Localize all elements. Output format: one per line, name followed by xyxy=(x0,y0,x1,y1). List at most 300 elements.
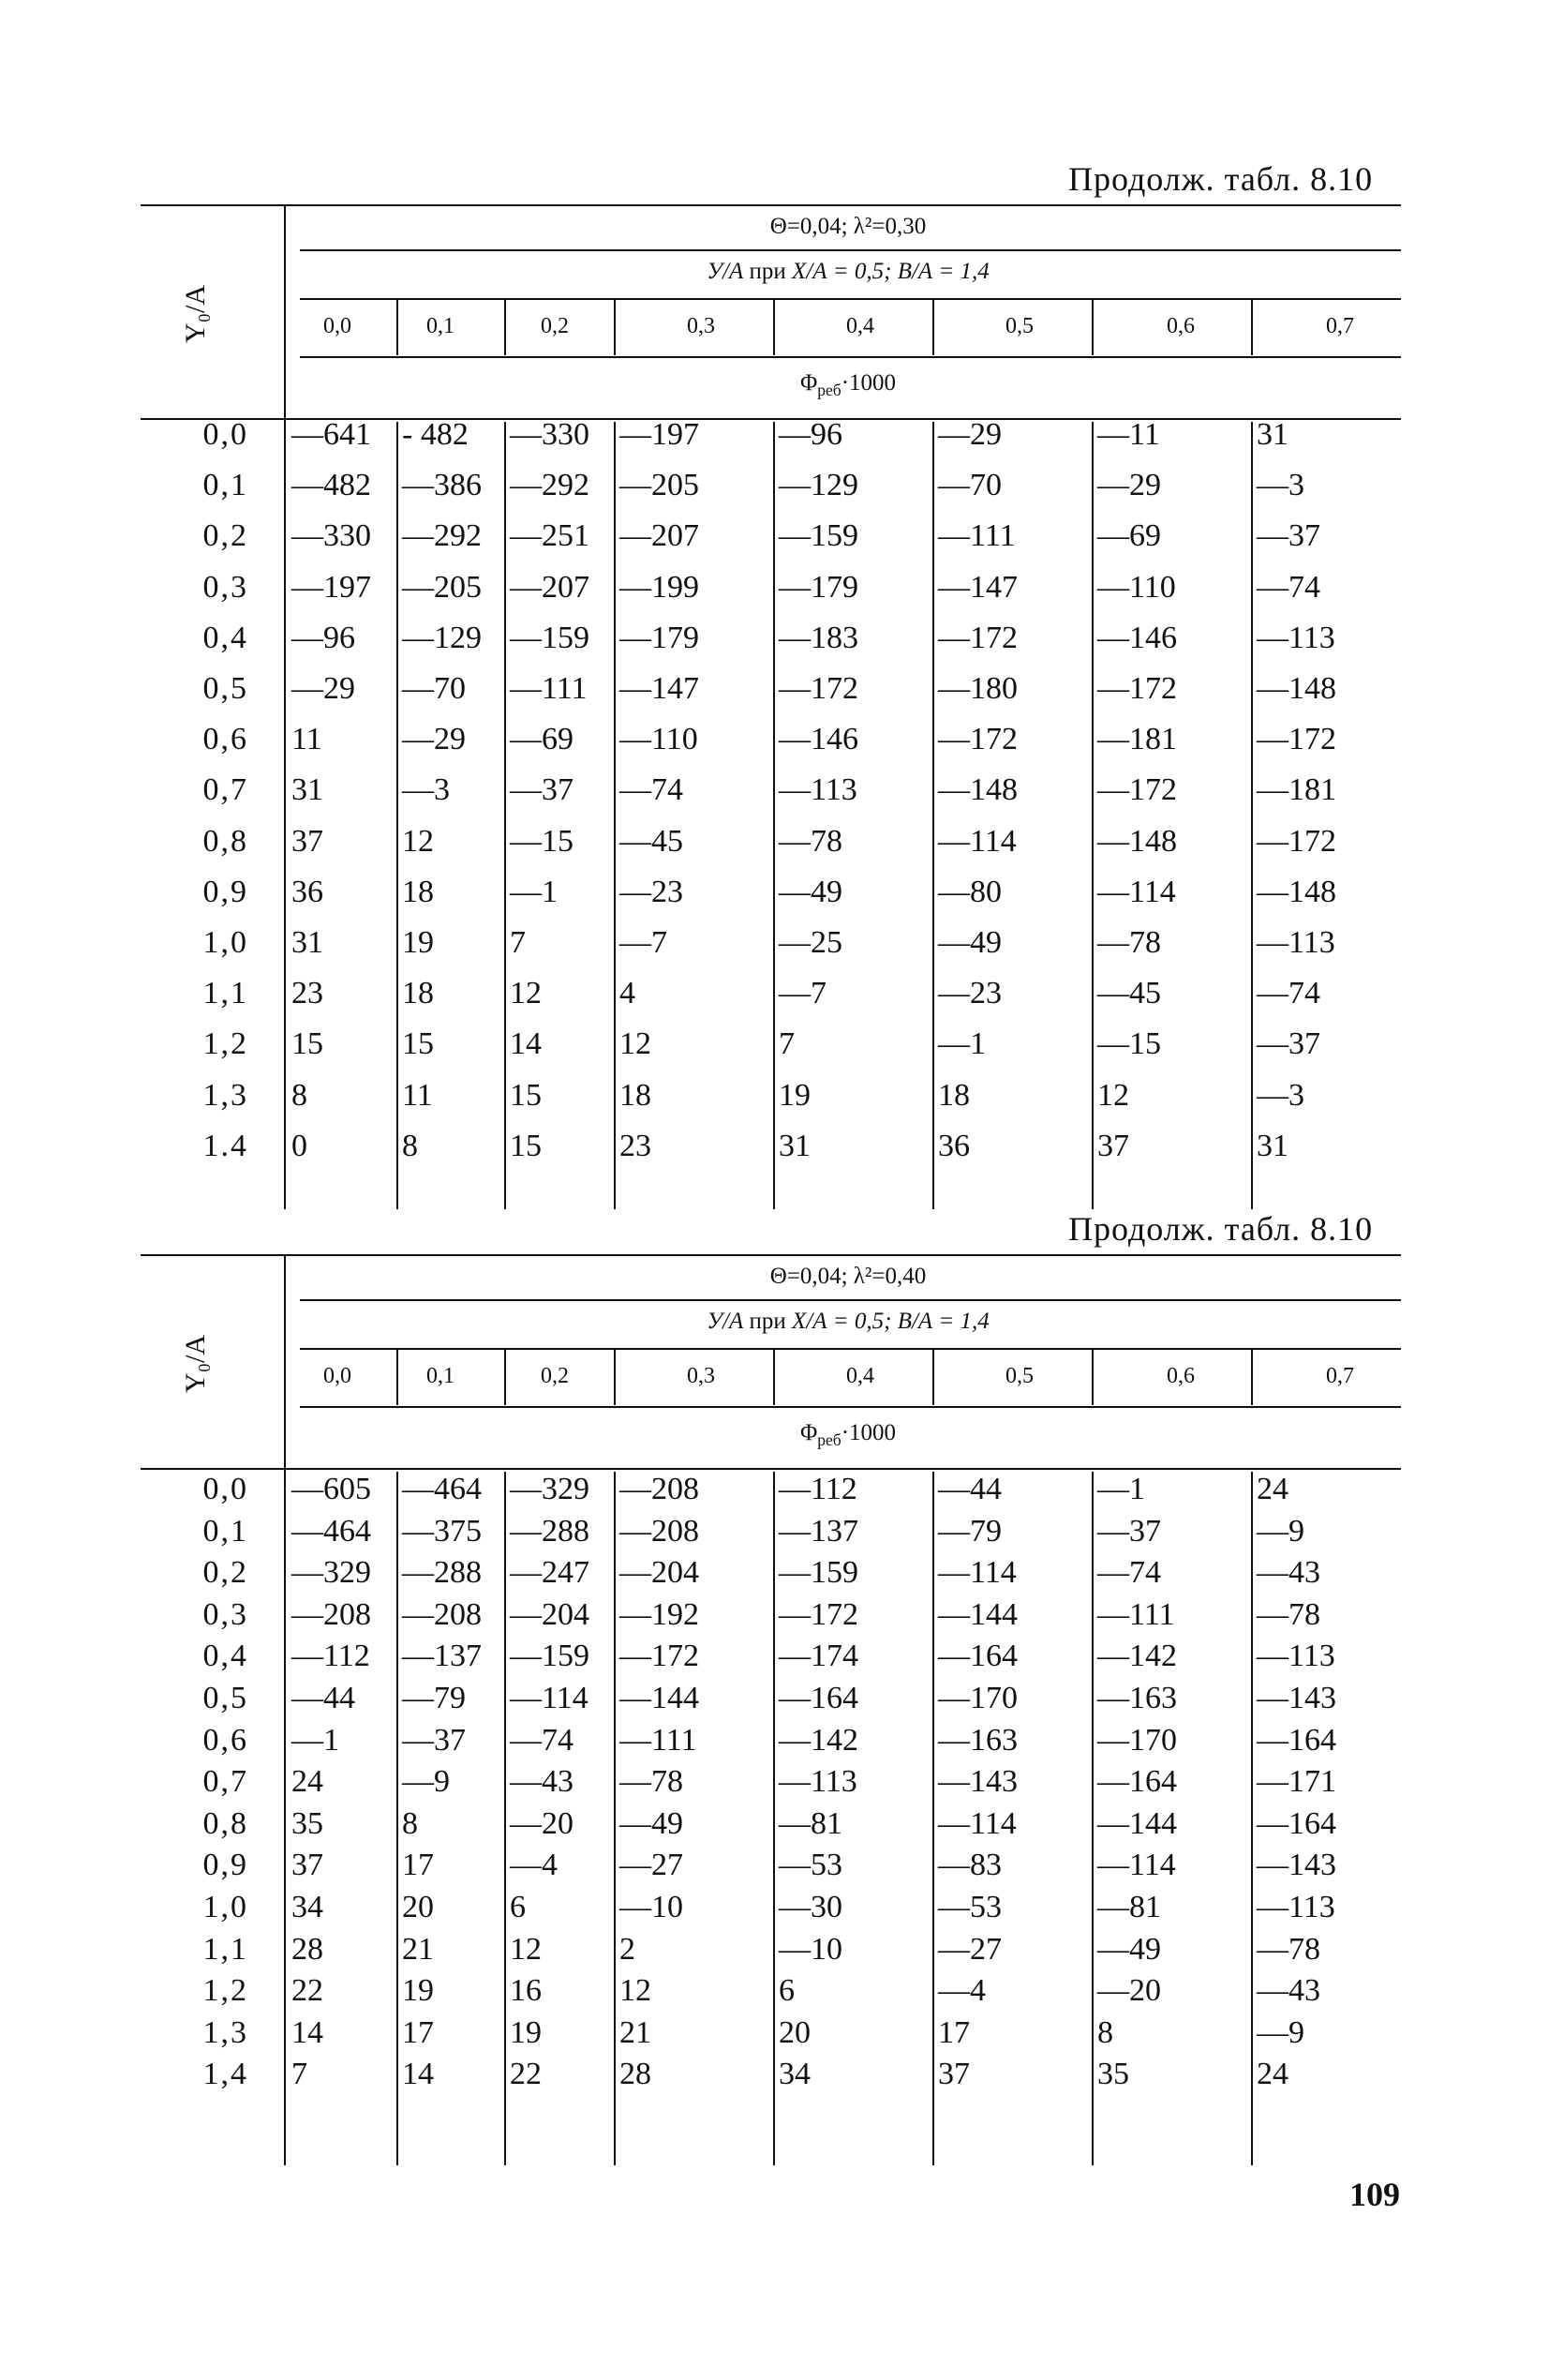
table-top-rule xyxy=(141,1254,1401,1256)
table-cell: —180 xyxy=(938,671,1018,706)
table-cell: —70 xyxy=(938,468,1002,503)
table-cell: —27 xyxy=(938,1931,1002,1967)
table-cell: 37 xyxy=(291,1848,323,1883)
table-cell: —197 xyxy=(291,569,371,605)
table-cell: —4 xyxy=(510,1848,558,1883)
table-cell: 14 xyxy=(402,2057,434,2092)
x-value-header: 0,0 xyxy=(323,1364,351,1388)
table-cell: —74 xyxy=(1257,569,1320,605)
table-cell: —174 xyxy=(779,1639,858,1674)
table-cell: —207 xyxy=(619,518,699,554)
table-cell: —9 xyxy=(1257,1513,1304,1549)
table-cell: 31 xyxy=(291,925,323,960)
table-cell: —208 xyxy=(619,1472,699,1506)
x-value-header: 0,5 xyxy=(1005,314,1034,338)
table-cell: —74 xyxy=(1257,976,1320,1011)
table-cell: —163 xyxy=(938,1722,1018,1758)
table-cell: 37 xyxy=(291,823,323,859)
table-cell: —113 xyxy=(1257,1639,1335,1674)
phi-multiplier: ·1000 xyxy=(841,1420,897,1445)
table-cell: 20 xyxy=(779,2014,811,2050)
table-cell: 31 xyxy=(779,1128,811,1163)
table-cell: 36 xyxy=(291,874,323,909)
table-cell: —329 xyxy=(291,1555,371,1591)
table-cell: 7 xyxy=(510,925,526,960)
table-cell: —111 xyxy=(1097,1596,1175,1632)
table-cell: 7 xyxy=(291,2057,307,2092)
table-cell: —1 xyxy=(291,1722,339,1758)
phi-multiplier: ·1000 xyxy=(841,370,897,396)
table-cell: —181 xyxy=(1257,772,1336,808)
table-cell: 31 xyxy=(1257,1128,1288,1163)
table-cell: —251 xyxy=(510,518,589,554)
x-value-header: 0,7 xyxy=(1326,1364,1354,1388)
table-cell: —1 xyxy=(510,874,558,909)
table-cell: —3 xyxy=(402,772,450,808)
row-y-label: 0,3 xyxy=(202,569,248,605)
table-cell: —81 xyxy=(1097,1890,1161,1924)
row-y-label: 0,4 xyxy=(202,620,248,655)
table-cell: —49 xyxy=(779,874,842,909)
table-cell: —113 xyxy=(1257,620,1335,655)
table-cell: —114 xyxy=(938,1555,1017,1591)
table-cell: —205 xyxy=(402,569,482,605)
header-col-divider xyxy=(396,1349,398,1405)
x-value-header: 0,6 xyxy=(1167,1364,1195,1388)
page-number: 109 xyxy=(1349,2176,1400,2213)
table-cell: —197 xyxy=(619,417,699,452)
table-cell: —192 xyxy=(619,1596,699,1632)
table-cell: —208 xyxy=(402,1596,482,1632)
table-cell: 37 xyxy=(1097,1128,1129,1163)
header-col-divider xyxy=(614,1349,616,1405)
table-cell: —10 xyxy=(619,1890,683,1924)
table-cell: —81 xyxy=(779,1805,842,1841)
table-cell: —172 xyxy=(1097,772,1177,808)
table-cell: —172 xyxy=(779,1596,858,1632)
table-cell: 24 xyxy=(1257,1472,1288,1506)
table-cell: —37 xyxy=(1257,1026,1320,1062)
table-cell: —464 xyxy=(402,1472,482,1506)
table-cell: —78 xyxy=(1257,1596,1320,1632)
row-y-label: 0,1 xyxy=(202,468,248,503)
table-cell: —53 xyxy=(779,1848,842,1883)
x-value-header: 0,0 xyxy=(323,314,351,338)
x-value-header: 0,1 xyxy=(426,314,454,338)
table-cell: —112 xyxy=(291,1639,370,1674)
table-cell: 12 xyxy=(402,823,434,859)
phi-subscript: реб xyxy=(817,381,842,399)
header-rule-3 xyxy=(300,1406,1401,1408)
phi-symbol: Φ xyxy=(799,1420,818,1445)
table-caption: Продолж. табл. 8.10 xyxy=(1068,160,1374,198)
table-cell: 6 xyxy=(779,1973,795,2009)
ratio-y-over-a: У/А xyxy=(707,1309,744,1334)
table-cell: 34 xyxy=(291,1890,323,1924)
table-cell: —79 xyxy=(938,1513,1002,1549)
header-col-divider xyxy=(932,1349,934,1405)
table-cell: —113 xyxy=(779,772,857,808)
table-cell: 21 xyxy=(402,1931,434,1967)
table-cell: 31 xyxy=(291,772,323,808)
header-col-divider xyxy=(1092,299,1094,355)
body-col-divider xyxy=(614,1472,616,2165)
table-cell: —3 xyxy=(1257,1077,1304,1113)
row-y-label: 1,1 xyxy=(202,1931,248,1967)
table-cell: 2 xyxy=(619,1931,635,1967)
table-cell: 15 xyxy=(291,1026,323,1062)
header-rule-2 xyxy=(300,298,1401,300)
ratio-x-b-values: Х/А = 0,5; В/А = 1,4 xyxy=(792,1309,990,1334)
table-cell: —45 xyxy=(1097,976,1161,1011)
table-cell: 37 xyxy=(938,2057,970,2092)
table-cell: —113 xyxy=(1257,925,1335,960)
table-cell: —29 xyxy=(938,417,1002,452)
table-cell: —49 xyxy=(619,1805,683,1841)
table-cell: 7 xyxy=(779,1026,795,1062)
phi-subscript: реб xyxy=(817,1430,842,1449)
table-cell: —37 xyxy=(1257,518,1320,554)
table-cell: —147 xyxy=(619,671,699,706)
row-y-label: 0,2 xyxy=(202,518,248,554)
x-value-header: 0,1 xyxy=(426,1364,454,1388)
x-value-header: 0,2 xyxy=(541,1364,569,1388)
table-cell: 8 xyxy=(402,1128,418,1163)
row-y-label: 1.4 xyxy=(202,1128,248,1163)
header-rule-2 xyxy=(300,1348,1401,1350)
body-col-divider xyxy=(1251,1472,1253,2165)
table-cell: —53 xyxy=(938,1890,1002,1924)
table-cell: 12 xyxy=(619,1026,651,1062)
body-col-divider xyxy=(614,422,616,1209)
row-y-label: 0,5 xyxy=(202,671,248,706)
x-value-header: 0,6 xyxy=(1167,314,1195,338)
table-cell: —23 xyxy=(619,874,683,909)
table-cell: —164 xyxy=(1257,1722,1336,1758)
table-cell: 22 xyxy=(291,1973,323,2009)
table-cell: —96 xyxy=(291,620,355,655)
row-y-label: 1,3 xyxy=(202,1077,248,1113)
table-cell: —49 xyxy=(938,925,1002,960)
table-cell: —80 xyxy=(938,874,1002,909)
table-cell: 14 xyxy=(291,2014,323,2050)
table-cell: —1 xyxy=(1097,1472,1145,1506)
table-cell: - 482 xyxy=(402,417,469,452)
table-cell: —37 xyxy=(402,1722,466,1758)
header-col-divider xyxy=(773,1349,775,1405)
header-col-divider xyxy=(1251,299,1253,355)
table-cell: —330 xyxy=(291,518,371,554)
table-cell: —292 xyxy=(510,468,589,503)
table-cell: 34 xyxy=(779,2057,811,2092)
table-cell: —113 xyxy=(1257,1890,1335,1924)
body-col-divider xyxy=(396,422,398,1209)
table-cell: 22 xyxy=(510,2057,542,2092)
table-cell: —114 xyxy=(510,1681,588,1715)
row-y-label: 1,0 xyxy=(202,925,248,960)
table-cell: —170 xyxy=(938,1681,1018,1715)
table-cell: —25 xyxy=(779,925,842,960)
x-value-header: 0,3 xyxy=(687,1364,715,1388)
header-col-divider xyxy=(614,299,616,355)
table-cell: 18 xyxy=(938,1077,970,1113)
header-rule-1 xyxy=(300,1299,1401,1301)
row-y-label: 0,4 xyxy=(202,1639,248,1674)
x-value-header: 0,2 xyxy=(541,314,569,338)
row-y-label: 1,2 xyxy=(202,1973,248,2009)
table-cell: —164 xyxy=(1097,1764,1177,1800)
table-cell: —146 xyxy=(779,722,858,757)
table-cell: —144 xyxy=(1097,1805,1177,1841)
table-cell: —159 xyxy=(779,518,858,554)
table-cell: —15 xyxy=(1097,1026,1161,1062)
table-cell: —111 xyxy=(938,518,1016,554)
table-cell: 19 xyxy=(510,2014,542,2050)
table-cell: 16 xyxy=(510,1973,542,2009)
param-line: Θ=0,04; λ²=0,40 xyxy=(769,1264,927,1289)
table-cell: —329 xyxy=(510,1472,589,1506)
table-cell: —20 xyxy=(510,1805,573,1841)
table-cell: —27 xyxy=(619,1848,683,1883)
header-bottom-rule xyxy=(141,1468,1401,1470)
table-cell: —147 xyxy=(938,569,1018,605)
table-cell: —148 xyxy=(1257,874,1336,909)
table-cell: —4 xyxy=(938,1973,986,2009)
table-cell: 19 xyxy=(402,925,434,960)
table-cell: —114 xyxy=(938,823,1017,859)
table-cell: 17 xyxy=(402,1848,434,1883)
table-cell: —74 xyxy=(1097,1555,1161,1591)
table-cell: —641 xyxy=(291,417,371,452)
table-cell: —7 xyxy=(619,925,667,960)
table-cell: —78 xyxy=(1097,925,1161,960)
table-cell: 18 xyxy=(402,976,434,1011)
table-cell: 35 xyxy=(1097,2057,1129,2092)
table-cell: 20 xyxy=(402,1890,434,1924)
table-cell: 19 xyxy=(402,1973,434,2009)
row-y-label: 0,8 xyxy=(202,823,248,859)
table-cell: —208 xyxy=(619,1513,699,1549)
table-cell: —20 xyxy=(1097,1973,1161,2009)
header-rule-1 xyxy=(300,249,1401,251)
row-axis-label: Y₀/A xyxy=(180,1334,212,1394)
table-cell: —69 xyxy=(1097,518,1161,554)
table-cell: —44 xyxy=(938,1472,1002,1506)
table-cell: 12 xyxy=(1097,1077,1129,1113)
table-cell: —292 xyxy=(402,518,482,554)
table-cell: 17 xyxy=(402,2014,434,2050)
row-y-label: 1,0 xyxy=(202,1890,248,1924)
row-y-label: 0,3 xyxy=(202,1596,248,1632)
table-cell: —170 xyxy=(1097,1722,1177,1758)
row-y-label: 0,7 xyxy=(202,772,248,808)
table-cell: —23 xyxy=(938,976,1002,1011)
row-y-label: 1,2 xyxy=(202,1026,248,1062)
table-caption: Продолж. табл. 8.10 xyxy=(1068,1210,1374,1248)
table-cell: —11 xyxy=(1097,417,1160,452)
ratio-line xyxy=(707,1309,990,1335)
table-cell: 18 xyxy=(402,874,434,909)
table-cell: 12 xyxy=(510,976,542,1011)
table-cell: 14 xyxy=(510,1026,542,1062)
table-cell: —1 xyxy=(938,1026,986,1062)
table-cell: —183 xyxy=(779,620,858,655)
table-cell: —78 xyxy=(779,823,842,859)
table-cell: —44 xyxy=(291,1681,355,1715)
phi-symbol: Φ xyxy=(799,370,818,396)
table-cell: 24 xyxy=(1257,2057,1288,2092)
row-y-label: 0,0 xyxy=(202,1472,248,1506)
table-cell: —179 xyxy=(619,620,699,655)
table-cell: —205 xyxy=(619,468,699,503)
table-cell: 28 xyxy=(291,1931,323,1967)
table-cell: —386 xyxy=(402,468,482,503)
table-cell: —112 xyxy=(779,1472,857,1506)
table-cell: 36 xyxy=(938,1128,970,1163)
table-cell: —110 xyxy=(619,722,698,757)
table-cell: —15 xyxy=(510,823,573,859)
table-cell: —114 xyxy=(938,1805,1017,1841)
table-cell: —181 xyxy=(1097,722,1177,757)
row-y-label: 0,7 xyxy=(202,1764,248,1800)
table-cell: 8 xyxy=(291,1077,307,1113)
table-cell: 4 xyxy=(619,976,635,1011)
table-cell: —70 xyxy=(402,671,466,706)
table-cell: —111 xyxy=(510,671,588,706)
table-cell: 18 xyxy=(619,1077,651,1113)
body-col-divider xyxy=(504,422,506,1209)
body-col-divider xyxy=(1092,422,1094,1209)
table-cell: —204 xyxy=(619,1555,699,1591)
table-cell: —207 xyxy=(510,569,589,605)
table-cell: —83 xyxy=(938,1848,1002,1883)
table-cell: —159 xyxy=(510,620,589,655)
ratio-line xyxy=(707,259,990,285)
table-cell: —148 xyxy=(1097,823,1177,859)
ratio-x-b-values: Х/А = 0,5; В/А = 1,4 xyxy=(792,259,990,284)
table-cell: —43 xyxy=(1257,1973,1320,2009)
table-cell: 15 xyxy=(402,1026,434,1062)
table-cell: 17 xyxy=(938,2014,970,2050)
body-col-divider xyxy=(773,1472,775,2165)
table-cell: —172 xyxy=(1257,823,1336,859)
table-cell: —74 xyxy=(510,1722,573,1758)
ratio-pri: при xyxy=(749,259,786,284)
table-cell: —137 xyxy=(779,1513,858,1549)
table-cell: —375 xyxy=(402,1513,482,1549)
table-cell: 35 xyxy=(291,1805,323,1841)
row-y-label: 1,1 xyxy=(202,976,248,1011)
table-cell: —204 xyxy=(510,1596,589,1632)
x-value-header: 0,4 xyxy=(846,314,874,338)
table-cell: —330 xyxy=(510,417,589,452)
x-value-header: 0,7 xyxy=(1326,314,1354,338)
row-y-label: 0,9 xyxy=(202,874,248,909)
table-cell: —3 xyxy=(1257,468,1304,503)
stub-divider xyxy=(284,1254,286,2165)
table-cell: —29 xyxy=(291,671,355,706)
table-cell: —143 xyxy=(1257,1848,1336,1883)
phi-label xyxy=(800,1420,896,1450)
table-cell: —142 xyxy=(779,1722,858,1758)
table-cell: —45 xyxy=(619,823,683,859)
row-y-label: 0,6 xyxy=(202,1722,248,1758)
ratio-y-over-a: У/А xyxy=(707,259,744,284)
table-cell: —43 xyxy=(510,1764,573,1800)
header-col-divider xyxy=(932,299,934,355)
table-cell: —144 xyxy=(938,1596,1018,1632)
table-cell: 11 xyxy=(402,1077,433,1113)
table-cell: —114 xyxy=(1097,874,1176,909)
table-cell: —605 xyxy=(291,1472,371,1506)
table-cell: —288 xyxy=(510,1513,589,1549)
table-cell: —111 xyxy=(619,1722,697,1758)
table-cell: —110 xyxy=(1097,569,1176,605)
header-col-divider xyxy=(396,299,398,355)
table-cell: —164 xyxy=(1257,1805,1336,1841)
table-cell: —129 xyxy=(402,620,482,655)
table-cell: 28 xyxy=(619,2057,651,2092)
table-cell: —114 xyxy=(1097,1848,1176,1883)
ratio-pri: при xyxy=(749,1309,786,1334)
table-cell: 24 xyxy=(291,1764,323,1800)
header-rule-3 xyxy=(300,356,1401,358)
table-cell: —9 xyxy=(402,1764,450,1800)
table-cell: —482 xyxy=(291,468,371,503)
table-cell: —199 xyxy=(619,569,699,605)
row-y-label: 0,6 xyxy=(202,722,248,757)
table-cell: —144 xyxy=(619,1681,699,1715)
row-y-label: 0,0 xyxy=(202,417,248,452)
x-value-header: 0,5 xyxy=(1005,1364,1034,1388)
table-cell: 31 xyxy=(1257,417,1288,452)
table-cell: —148 xyxy=(1257,671,1336,706)
table-cell: 21 xyxy=(619,2014,651,2050)
body-col-divider xyxy=(932,422,934,1209)
table-cell: 19 xyxy=(779,1077,811,1113)
table-cell: —247 xyxy=(510,1555,589,1591)
row-y-label: 0,5 xyxy=(202,1681,248,1715)
table-cell: —164 xyxy=(779,1681,858,1715)
table-cell: —208 xyxy=(291,1596,371,1632)
table-cell: —78 xyxy=(1257,1931,1320,1967)
table-cell: —78 xyxy=(619,1764,683,1800)
header-col-divider xyxy=(1251,1349,1253,1405)
table-cell: 8 xyxy=(402,1805,418,1841)
table-cell: —172 xyxy=(1097,671,1177,706)
table-cell: —172 xyxy=(619,1639,699,1674)
param-line: Θ=0,04; λ²=0,30 xyxy=(769,214,927,239)
x-value-header: 0,4 xyxy=(846,1364,874,1388)
table-cell: —164 xyxy=(938,1639,1018,1674)
row-axis-label: Y₀/A xyxy=(180,284,212,344)
table-cell: 0 xyxy=(291,1128,307,1163)
table-cell: —7 xyxy=(779,976,827,1011)
row-y-label: 1,4 xyxy=(202,2057,248,2092)
table-cell: —79 xyxy=(402,1681,466,1715)
row-y-label: 1,3 xyxy=(202,2014,248,2050)
table-cell: —143 xyxy=(938,1764,1018,1800)
table-cell: —10 xyxy=(779,1931,842,1967)
header-col-divider xyxy=(773,299,775,355)
table-cell: —159 xyxy=(779,1555,858,1591)
table-cell: —146 xyxy=(1097,620,1177,655)
table-cell: —69 xyxy=(510,722,573,757)
header-col-divider xyxy=(1092,1349,1094,1405)
phi-label xyxy=(800,370,896,400)
table-cell: —29 xyxy=(1097,468,1161,503)
table-cell: —37 xyxy=(1097,1513,1161,1549)
